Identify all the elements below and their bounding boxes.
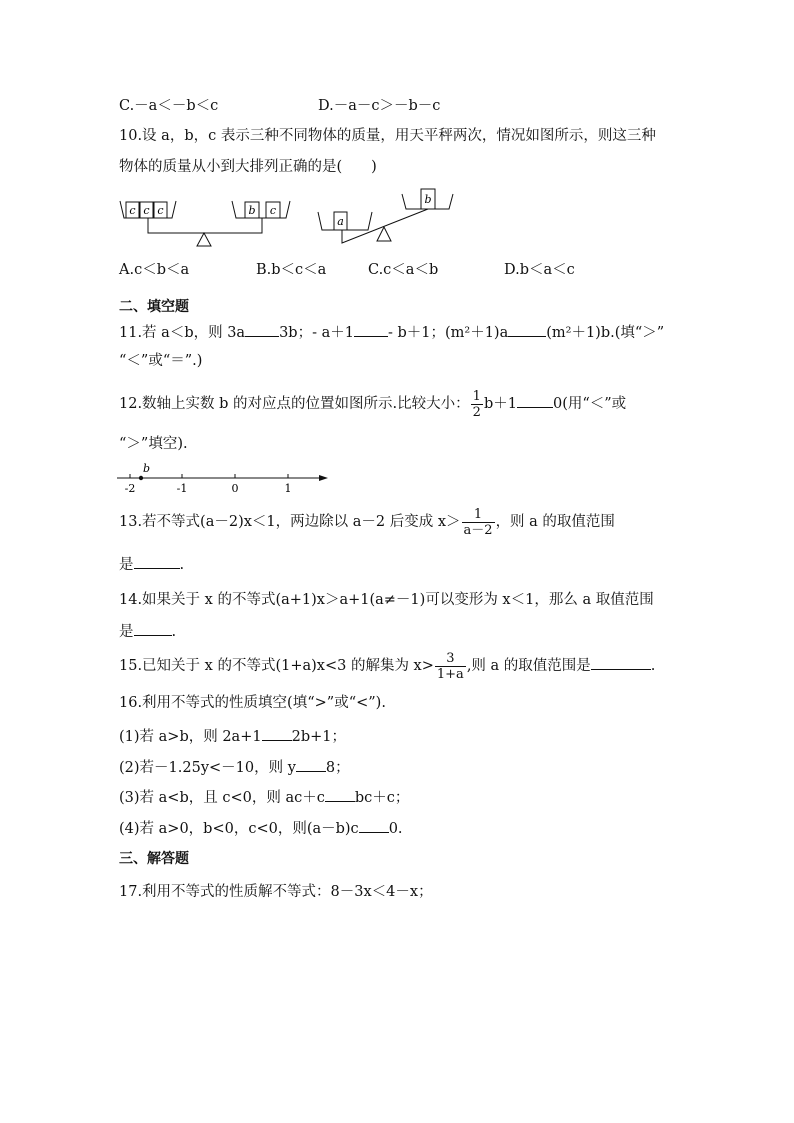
q9-option-c: C.－a＜－b＜c [119, 98, 219, 114]
q11-part4: (m²＋1)b.(填“＞” [546, 325, 665, 341]
q15-blank[interactable] [591, 655, 651, 670]
q14-line2 [119, 621, 176, 642]
scale1-label-c2: c [143, 204, 150, 217]
q10-option-c: C.c＜a＜b [368, 262, 439, 278]
q16-sub3-b: bc＋c； [354, 790, 410, 806]
q12-part2: b＋1 [483, 396, 517, 412]
q16-sub2 [119, 757, 350, 778]
q12-frac-num: 1 [472, 388, 481, 404]
section-answer-heading: 三、解答题 [119, 851, 189, 867]
q16-stem: 16.利用不等式的性质填空(填“>”或“<”). [119, 695, 386, 711]
q17-stem: 17.利用不等式的性质解不等式：8－3x＜4－x； [119, 884, 433, 900]
q12-fraction [471, 389, 483, 420]
q15-part1: 15.已知关于 x 的不等式(1+a)x<3 的解集为 x> [119, 658, 434, 674]
q16-blank2[interactable] [296, 757, 326, 772]
q11-blank2[interactable] [354, 322, 388, 337]
q16-sub3-a: (3)若 a<b，且 c<0，则 ac＋c [119, 790, 325, 806]
q11-blank3[interactable] [508, 322, 546, 337]
q16-sub3 [119, 787, 409, 808]
q13-fraction [462, 507, 495, 538]
q11-part3: - b＋1；(m²＋1)a [387, 325, 509, 341]
scale2-label-b: b [424, 193, 432, 206]
q16-sub1 [119, 726, 346, 747]
q13-part2: ，则 a 的取值范围 [495, 514, 615, 530]
q15-frac-den: 1+a [436, 666, 464, 682]
q16-blank4[interactable] [359, 818, 389, 833]
q10-option-b: B.b＜c＜a [256, 262, 327, 278]
scale1-label-c3: c [157, 204, 164, 217]
q11-part2: 3b；- a＋1 [279, 325, 354, 341]
q16-sub4-a: (4)若 a>0，b<0，c<0，则(a－b)c [119, 821, 359, 837]
q16-sub1-a: (1)若 a>b，则 2a+1 [119, 729, 262, 745]
q16-sub4 [119, 818, 403, 839]
scale2-label-a: a [337, 215, 344, 228]
q14-line2-end: . [171, 624, 177, 640]
q12-part1: 12.数轴上实数 b 的对应点的位置如图所示.比较大小： [119, 396, 470, 412]
q16-sub2-b: 8； [325, 760, 350, 776]
q16-blank1[interactable] [262, 726, 292, 741]
q11-line1 [119, 322, 664, 343]
q13-frac-den: a－2 [463, 522, 493, 538]
q12-number-line [112, 460, 337, 496]
q12-line1 [119, 384, 626, 424]
q13-part1: 13.若不等式(a－2)x＜1，两边除以 a－2 后变成 x＞ [119, 514, 461, 530]
q13-blank[interactable] [134, 554, 180, 569]
q12-tick-0: 0 [231, 482, 239, 495]
q10-stem-line2: 物体的质量从小到大排列正确的是( ) [119, 159, 377, 175]
q13-line2 [119, 554, 184, 575]
q11-blank1[interactable] [245, 322, 279, 337]
q12-tick-neg2: -2 [124, 482, 136, 495]
q14-line2-label: 是 [119, 624, 134, 640]
q13-line2-label: 是 [119, 557, 134, 573]
q12-point-label: b [143, 462, 151, 475]
q16-sub4-b: 0. [388, 821, 403, 837]
q15-fraction [435, 651, 466, 682]
q12-tick-1: 1 [284, 482, 292, 495]
section-fill-in-heading: 二、填空题 [119, 299, 189, 315]
q13-line2-end: . [179, 557, 185, 573]
q16-sub2-a: (2)若－1.25y<－10，则 y [119, 760, 296, 776]
q9-option-d: D.－a－c＞－b－c [318, 98, 441, 114]
q15-end: . [650, 658, 656, 674]
q12-part3: 0(用“＜”或 [552, 396, 627, 412]
q10-option-d: D.b＜a＜c [504, 262, 575, 278]
q12-point-b [139, 476, 143, 480]
q14-blank[interactable] [134, 621, 172, 636]
q10-option-a: A.c＜b＜a [119, 262, 190, 278]
scale1-label-c: c [269, 204, 277, 217]
q14-line1: 14.如果关于 x 的不等式(a+1)x＞a+1(a≠－1)可以变形为 x＜1，那么 a 取值范围 [119, 592, 654, 608]
q15-line1 [119, 646, 655, 686]
q12-line2: “＞”填空). [119, 436, 188, 452]
q15-part2: ,则 a 的取值范围是 [466, 658, 591, 674]
q11-line2: “＜”或“＝”.) [119, 353, 203, 369]
q10-balance-figure [110, 185, 470, 250]
q12-blank[interactable] [517, 393, 553, 408]
q13-line1 [119, 502, 615, 542]
scale1-label-b: b [248, 204, 256, 217]
q12-frac-den: 2 [472, 404, 481, 420]
q13-frac-num: 1 [473, 506, 483, 522]
q10-stem-line1: 10.设 a，b，c 表示三种不同物体的质量，用天平秤两次，情况如图所示，则这三种 [119, 128, 656, 144]
scale1-label-c1: c [129, 204, 136, 217]
q15-frac-num: 3 [446, 650, 455, 666]
q12-tick-neg1: -1 [176, 482, 188, 495]
q16-sub1-b: 2b+1； [291, 729, 346, 745]
q16-blank3[interactable] [325, 787, 355, 802]
q11-part1: 11.若 a＜b，则 3a [119, 325, 246, 341]
